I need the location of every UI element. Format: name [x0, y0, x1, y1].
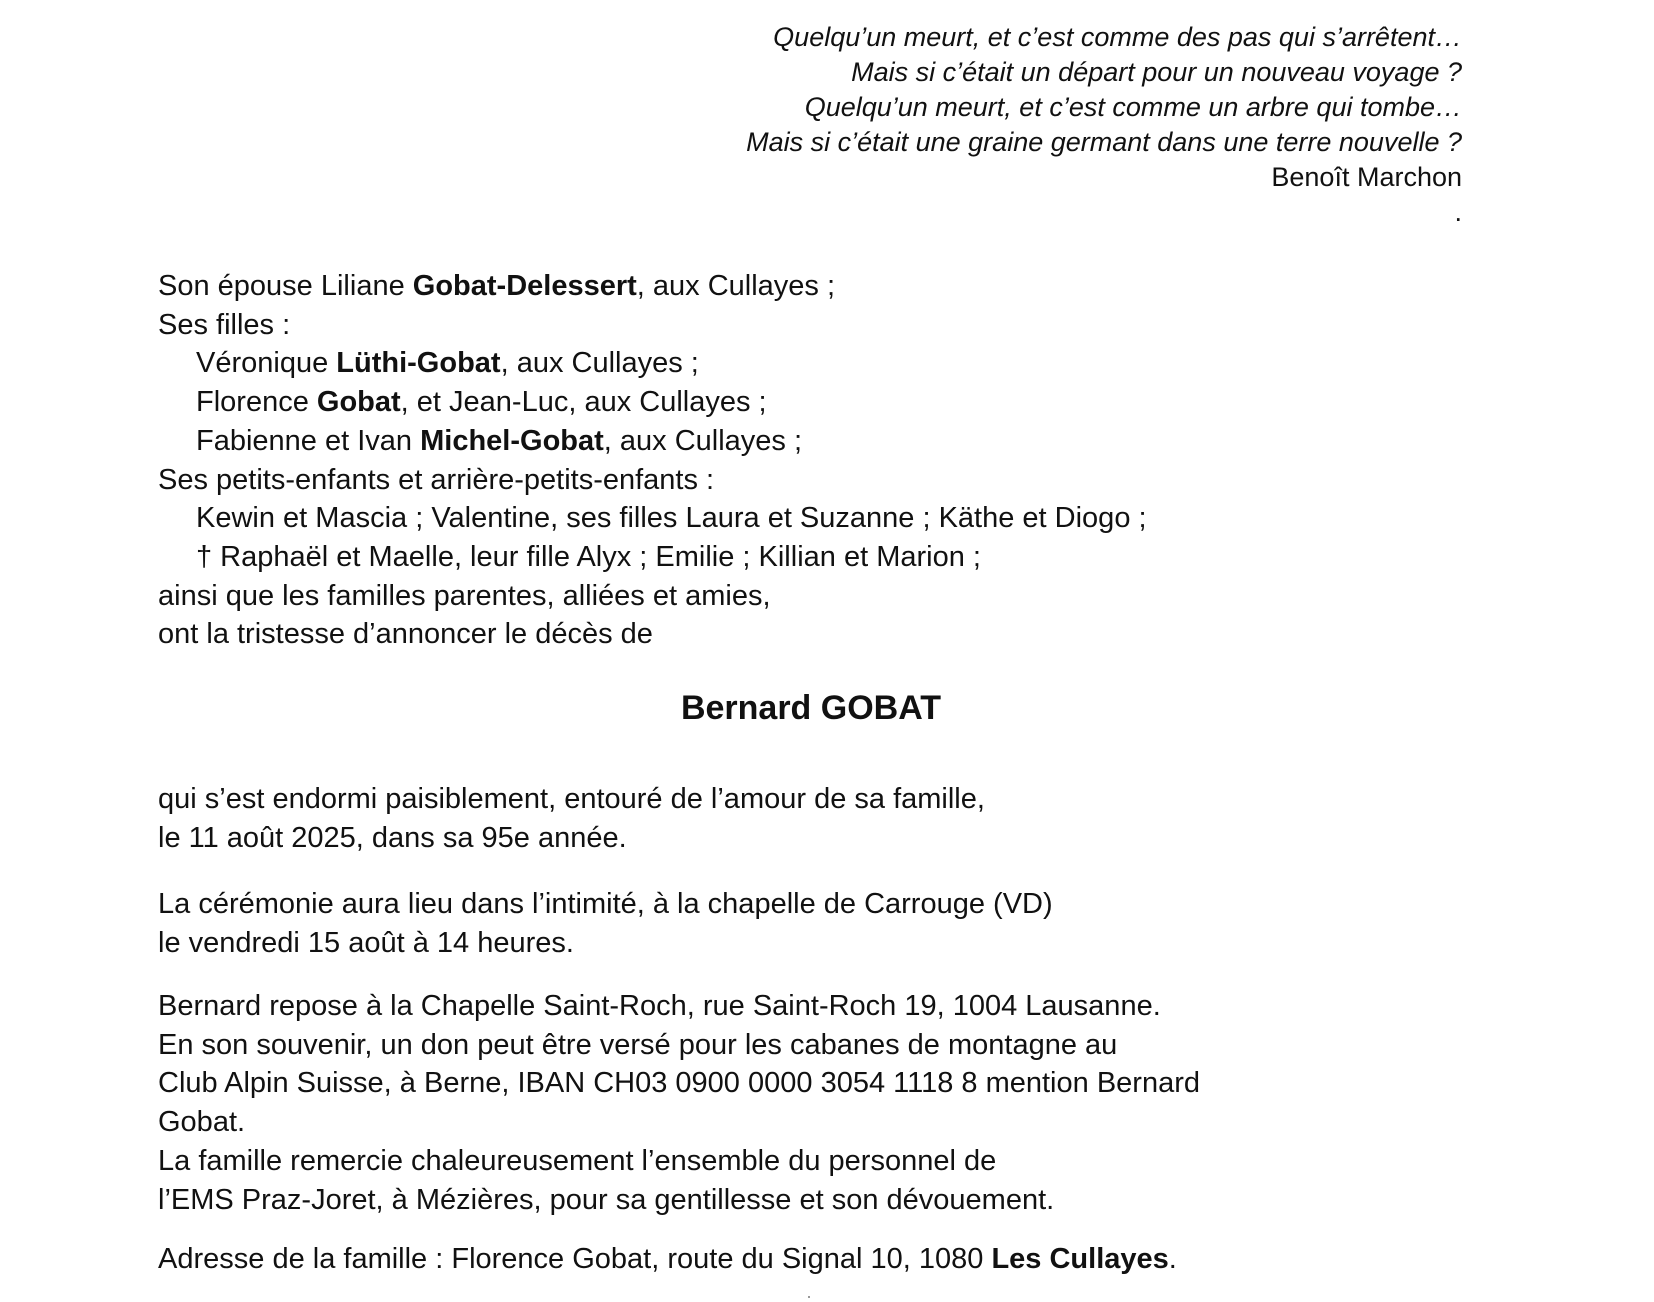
daughters-label: Ses filles :	[158, 308, 291, 341]
grandchildren-line: † Raphaël et Maelle, leur fille Alyx ; Emilie ; Killian et Marion ;	[196, 540, 981, 573]
passing-paragraph	[158, 780, 985, 857]
grandchildren-label: Ses petits-enfants et arrière-petits-enfants :	[158, 463, 715, 496]
paragraph-line: Bernard repose à la Chapelle Saint-Roch, rue Saint-Roch 19, 1004 Lausanne.	[158, 990, 1161, 1022]
paragraph-line: le vendredi 15 août à 14 heures.	[158, 926, 574, 959]
family-list	[158, 267, 1147, 654]
daughter-prefix: Florence	[196, 386, 317, 419]
daughter-suffix: , aux Cullayes ;	[500, 347, 699, 380]
daughter-suffix: , et Jean-Luc, aux Cullayes ;	[400, 386, 767, 419]
address-line	[158, 1240, 1177, 1279]
deceased-name: Bernard GOBAT	[680, 689, 942, 727]
paragraph-line: le 11 août 2025, dans sa 95e année.	[158, 821, 627, 854]
poem-quote	[746, 20, 1462, 230]
paragraph-line: qui s’est endormi paisiblement, entouré de l’amour de sa famille,	[158, 783, 985, 815]
daughter-suffix: , aux Cullayes ;	[603, 424, 803, 457]
footer-mark	[808, 1296, 810, 1298]
announcement-line: ont la tristesse d’annoncer le décès de	[158, 618, 653, 651]
poem-line: Mais si c’était un départ pour un nouveau voyage ?	[851, 57, 1462, 87]
spouse-line	[158, 267, 1147, 306]
paragraph-line: La cérémonie aura lieu dans l’intimité, à la chapelle de Carrouge (VD)	[158, 888, 1053, 920]
paragraph-line: Club Alpin Suisse, à Berne, IBAN CH03 0900 0000 3054 1118 8 mention Bernard	[158, 1067, 1200, 1100]
address-suffix: .	[1168, 1243, 1177, 1275]
paragraph-line: En son souvenir, un don peut être versé pour les cabanes de montagne au	[158, 1028, 1118, 1061]
daughter-name: Gobat	[316, 386, 401, 419]
poem-trailing-dot: .	[1454, 197, 1462, 227]
paragraph-line: l’EMS Praz-Joret, à Mézières, pour sa gentillesse et son dévouement.	[158, 1183, 1055, 1216]
family-address	[158, 1240, 1177, 1279]
spouse-suffix: , aux Cullayes ;	[636, 270, 836, 302]
poem-line: Quelqu’un meurt, et c’est comme des pas qui s’arrêtent…	[773, 22, 1462, 52]
daughter-name: Michel-Gobat	[420, 424, 604, 457]
relatives-line: ainsi que les familles parentes, alliées et amies,	[158, 579, 771, 612]
poem-line: Quelqu’un meurt, et c’est comme un arbre qui tombe…	[804, 92, 1462, 122]
daughter-name: Lüthi-Gobat	[336, 347, 501, 380]
daughter-prefix: Fabienne et Ivan	[196, 424, 421, 457]
grandchildren-line: Kewin et Mascia ; Valentine, ses filles Laura et Suzanne ; Käthe et Diogo ;	[196, 502, 1147, 535]
poem-line: Mais si c’était une graine germant dans une terre nouvelle ?	[746, 127, 1462, 157]
spouse-prefix: Son épouse Liliane	[158, 270, 413, 302]
address-prefix: Adresse de la famille : Florence Gobat, route du Signal 10, 1080	[158, 1243, 992, 1275]
rest-donation-paragraph	[158, 987, 1200, 1219]
paragraph-line: Gobat.	[158, 1106, 246, 1139]
address-place: Les Cullayes	[991, 1243, 1169, 1275]
daughter-line	[158, 383, 1147, 422]
daughter-line	[158, 344, 1147, 383]
poem-author: Benoît Marchon	[1271, 162, 1462, 192]
daughter-prefix: Véronique	[196, 347, 337, 380]
spouse-name: Gobat-Delessert	[412, 270, 637, 302]
daughter-line	[158, 422, 1147, 461]
ceremony-paragraph	[158, 885, 1053, 962]
paragraph-line: La famille remercie chaleureusement l’ensemble du personnel de	[158, 1144, 997, 1177]
